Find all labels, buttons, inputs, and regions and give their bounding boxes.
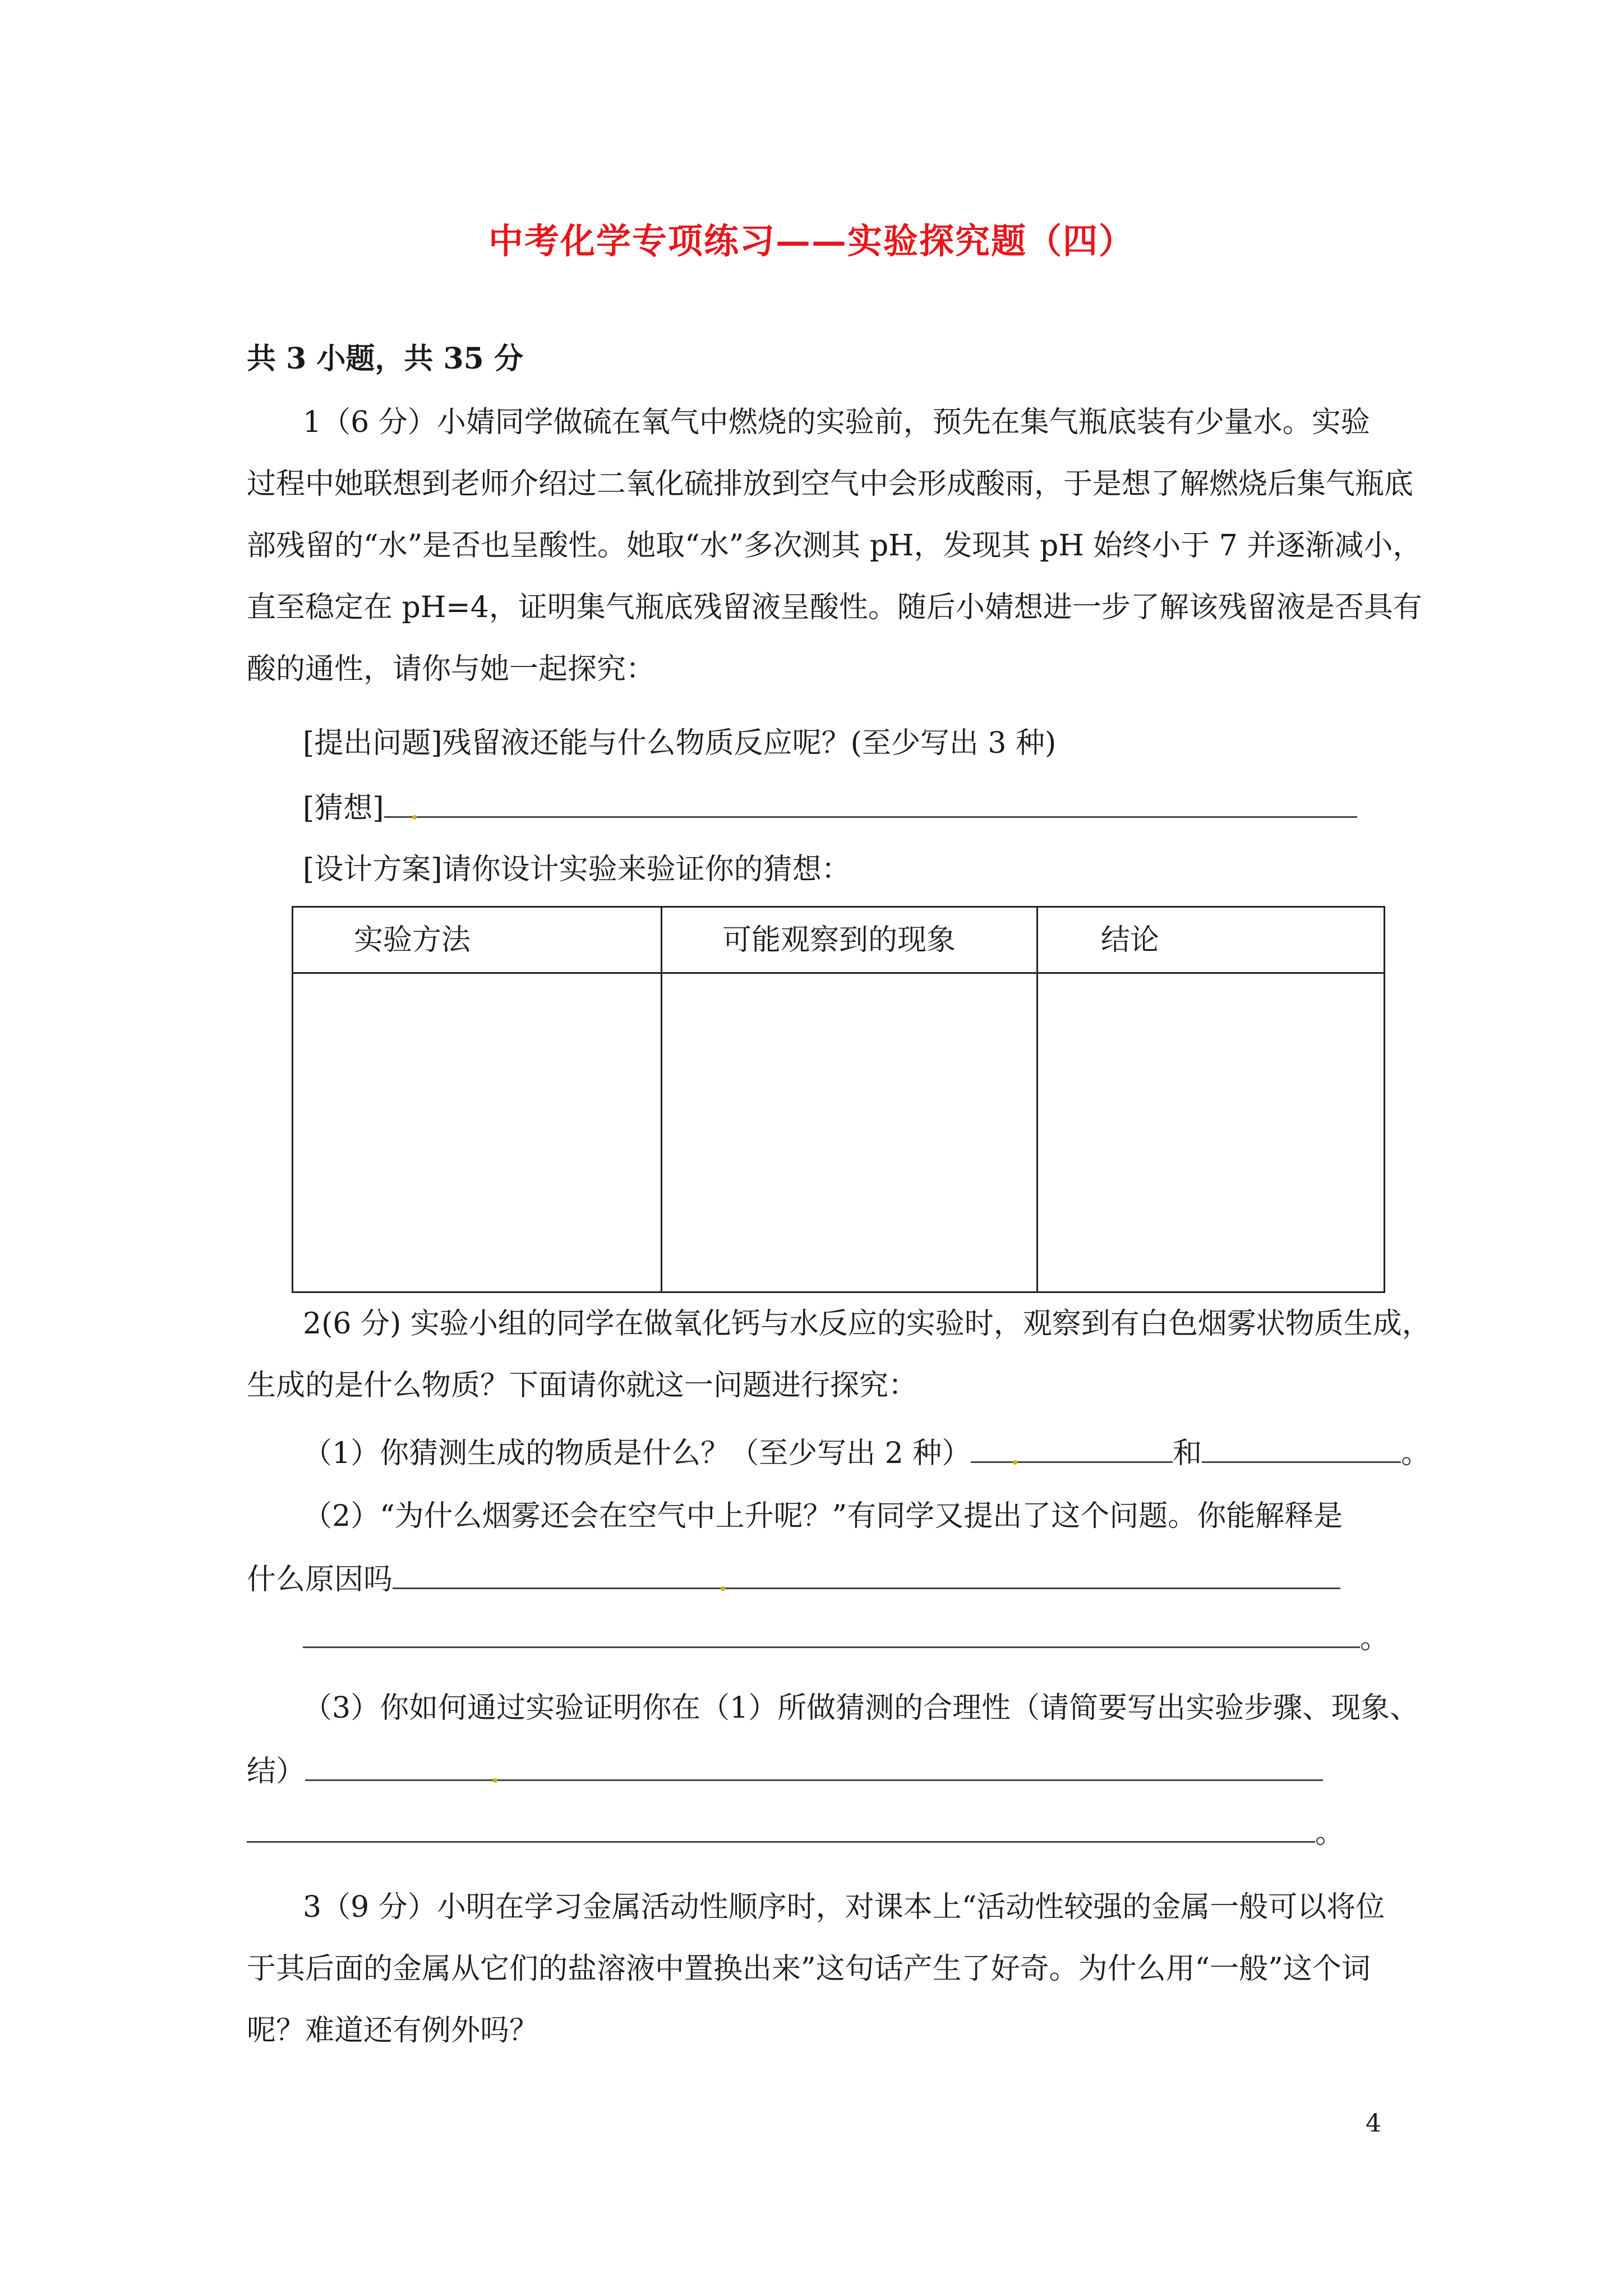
q2-p2-line-1: （2）“为什么烟雾还会在空气中上升呢？”有同学又提出了这个问题。你能解释是 [303, 1499, 1343, 1533]
table-header-method: 实验方法 [354, 923, 471, 957]
q3-line-1: 3（9 分）小明在学习金属活动性顺序时，对课本上“活动性较强的金属一般可以将位 [303, 1890, 1385, 1924]
q1-line-1: 1（6 分）小婧同学做硫在氧气中燃烧的实验前，预先在集气瓶底装有少量水。实验 [303, 406, 1370, 439]
table-cell-phenomenon[interactable] [662, 974, 1036, 1291]
q1-line-2: 过程中她联想到老师介绍过二氧化硫排放到空气中会形成酸雨，于是想了解燃烧后集气瓶底 [247, 467, 1414, 501]
page-title: 中考化学专项练习——实验探究题（四） [488, 220, 1135, 261]
summary-text: 共 3 小题，共 35 分 [247, 342, 523, 376]
q2-p3-label: 结） [247, 1755, 306, 1788]
q2-line-2: 生成的是什么物质？下面请你就这一问题进行探究： [247, 1369, 918, 1402]
table-header-conclusion: 结论 [1101, 923, 1160, 957]
q1-line-3: 部残留的“水”是否也呈酸性。她取“水”多次测其 pH，发现其 pH 始终小于 7 并逐渐减小， [247, 529, 1422, 563]
q2-p2-label: 什么原因吗 [247, 1563, 393, 1596]
q3-line-3: 呢？难道还有例外吗？ [247, 2014, 539, 2047]
q1-line-4: 直至稳定在 pH=4，证明集气瓶底残留液呈酸性。随后小婧想进一步了解该残留液是否具有 [247, 591, 1422, 624]
experiment-table [292, 906, 1385, 1293]
q2-p3-row [247, 1751, 1323, 1791]
table-cell-conclusion[interactable] [1038, 974, 1384, 1291]
q2-proof-blank-2[interactable] [247, 1813, 1315, 1843]
page-number: 4 [1366, 2109, 1381, 2138]
q2-p3-line-1: （3）你如何通过实验证明你在（1）所做猜测的合理性（请简要写出实验步骤、现象、 [303, 1691, 1419, 1725]
q3-line-2: 于其后面的金属从它们的盐溶液中置换出来”这句话产生了好奇。为什么用“一般”这个词 [247, 1952, 1371, 1986]
q2-p3-row-2 [247, 1813, 1344, 1853]
q2-p2-row [247, 1559, 1340, 1599]
q2-proof-blank-1[interactable] [305, 1751, 1323, 1781]
q2-reason-blank-2[interactable] [303, 1618, 1360, 1648]
q2-guess-blank-2[interactable] [1202, 1433, 1401, 1463]
table-cell-method[interactable] [293, 974, 661, 1291]
q1-guess-blank[interactable] [384, 788, 1357, 818]
q2-guess-blank-1[interactable] [971, 1433, 1173, 1463]
q2-p1-row [303, 1433, 1430, 1473]
q2-p2-row-2 [303, 1618, 1389, 1658]
q2-p1-end: 。 [1401, 1437, 1431, 1470]
q1-guess-row [303, 788, 1357, 828]
q2-p3-end: 。 [1315, 1816, 1345, 1850]
q2-p2-end: 。 [1360, 1622, 1390, 1655]
q2-line-1: 2(6 分) 实验小组的同学在做氧化钙与水反应的实验时，观察到有白色烟雾状物质生成， [303, 1307, 1431, 1341]
q1-question: [提出问题]残留液还能与什么物质反应呢？(至少写出 3 种) [303, 726, 1057, 760]
q1-design: [设计方案]请你设计实验来验证你的猜想： [303, 853, 851, 886]
q2-p1-text: （1）你猜测生成的物质是什么？（至少写出 2 种） [303, 1437, 971, 1470]
table-header-phenomenon: 可能观察到的现象 [722, 923, 956, 957]
q2-p1-and: 和 [1173, 1437, 1202, 1470]
q2-reason-blank-1[interactable] [393, 1559, 1340, 1589]
q1-guess-label: [猜想] [303, 792, 384, 825]
q1-line-5: 酸的通性，请你与她一起探究： [247, 652, 656, 686]
